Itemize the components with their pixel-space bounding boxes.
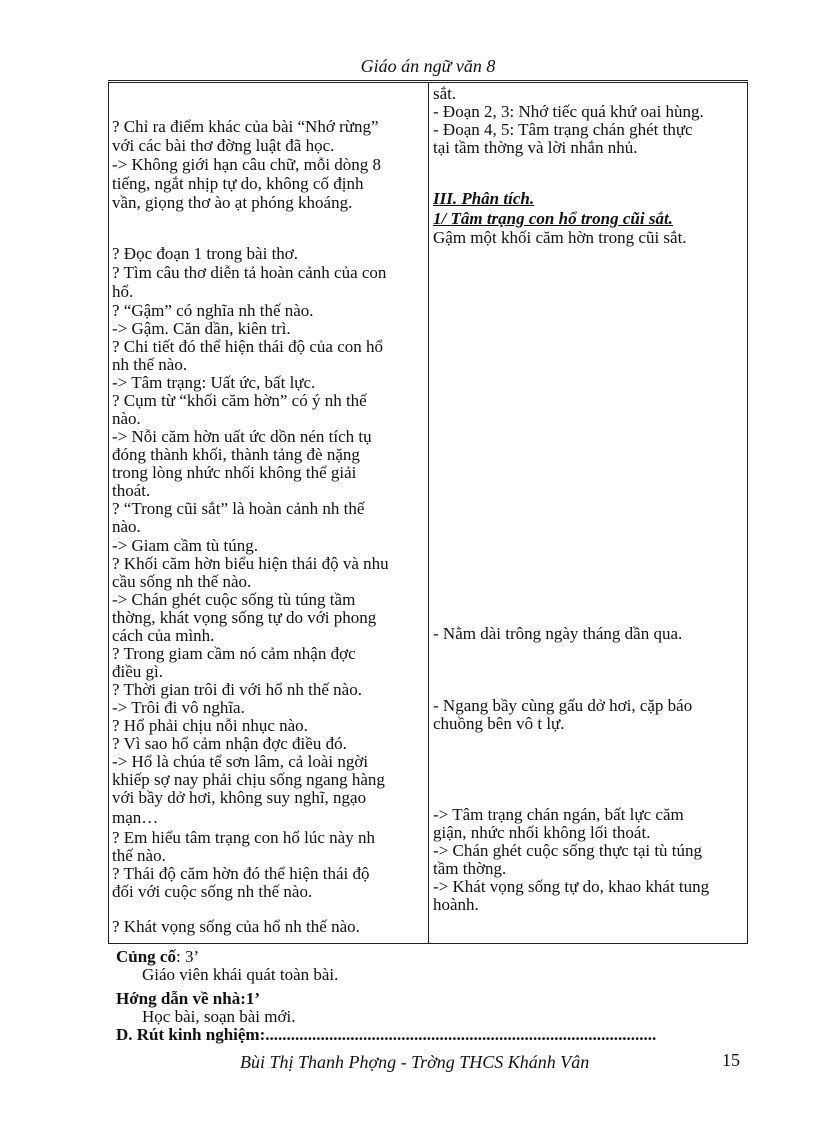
left-column-line: ? Cụm từ “khối căm hờn” có ý nh thế (112, 391, 367, 410)
left-column-line: tiếng, ngắt nhịp tự do, không cố định (112, 174, 364, 193)
left-column-line: -> Hổ là chúa tể sơn lâm, cả loài ngời (112, 752, 369, 771)
left-column-line: với các bài thơ đờng luật đã học. (112, 136, 335, 155)
rut-kinh-nghiem: D. Rút kinh nghiệm:............................................................................................ (116, 1025, 657, 1044)
column-divider (428, 82, 429, 944)
left-column-line: mạn… (112, 808, 159, 827)
cung-co-label: Củng cố (116, 947, 176, 966)
left-column-line: ? Hổ phải chịu nỗi nhục nào. (112, 716, 308, 735)
huong-dan-text: Học bài, soạn bài mới. (142, 1007, 296, 1026)
right-column-line: -> Chán ghét cuộc sống thực tại tù túng (433, 841, 703, 860)
left-column-line: thế nào. (112, 846, 166, 865)
right-column-line: hoành. (433, 895, 479, 914)
left-column-line: -> Chán ghét cuộc sống tù túng tầm (112, 590, 356, 609)
right-column-line: - Đoạn 2, 3: Nhớ tiếc quá khứ oai hùng. (433, 102, 704, 121)
page-header (108, 56, 748, 80)
left-column-line: đóng thành khối, thành tảng đè nặng (112, 445, 360, 464)
left-column-line: thoát. (112, 481, 151, 500)
left-column-line: -> Trôi đi vô nghĩa. (112, 698, 245, 717)
left-column-line: ? Tìm câu thơ diễn tả hoàn cảnh của con (112, 263, 387, 282)
left-column-line: cách của mình. (112, 626, 215, 645)
left-column-line: -> Nỗi căm hờn uất ức dồn nén tích tụ (112, 427, 372, 446)
left-column-line: ? Trong giam cầm nó cảm nhận đợc (112, 644, 356, 663)
left-column-line: -> Tâm trạng: Uất ức, bất lực. (112, 373, 316, 392)
cung-co-time: : 3’ (175, 947, 200, 966)
section-heading: 1/ Tâm trạng con hổ trong cũi sắt. (433, 209, 673, 228)
left-column-line: đối với cuộc sống nh thế nào. (112, 882, 313, 901)
left-column-line: ? Khát vọng sống của hổ nh thế nào. (112, 917, 360, 936)
left-column-line: ? “Trong cũi sắt” là hoàn cảnh nh thế (112, 499, 365, 518)
page-footer: Bùi Thị Thanh Phợng - Trờng THCS Khánh Vân (240, 1052, 590, 1072)
header-title: Giáo án ngữ văn 8 (360, 56, 496, 76)
right-column-line: - Ngang bầy cùng gấu dở hơi, cặp báo (433, 696, 693, 715)
right-column-line: Gậm một khối căm hờn trong cũi sắt. (433, 228, 687, 247)
left-column-line: với bầy dở hơi, không suy nghĩ, ngạo (112, 788, 367, 807)
left-column-line: ? Vì sao hổ cảm nhận đợc điều đó. (112, 734, 347, 753)
left-column-line: -> Không giới hạn câu chữ, mỗi dòng 8 (112, 155, 382, 174)
section-heading: III. Phân tích. (433, 189, 535, 208)
left-column-line: thờng, khát vọng sống tự do với phong (112, 608, 377, 627)
right-column-line: giận, nhức nhối không lối thoát. (433, 823, 651, 842)
left-column-line: hổ. (112, 282, 134, 301)
left-column-line: ? Em hiểu tâm trạng con hổ lúc này nh (112, 828, 375, 847)
left-column-line: nh thế nào. (112, 355, 188, 374)
left-column-line: khiếp sợ nay phải chịu sống ngang hàng (112, 770, 385, 789)
left-column-line: ? Đọc đoạn 1 trong bài thơ. (112, 244, 299, 263)
left-column-line: ? “Gậm” có nghĩa nh thế nào. (112, 301, 314, 320)
left-column-line: -> Gậm. Căn dần, kiên trì. (112, 319, 291, 338)
cung-co-text: Giáo viên khái quát toàn bài. (142, 965, 339, 984)
right-column-line: tại tầm thờng và lời nhắn nhủ. (433, 138, 638, 157)
left-column-line: vần, giọng thơ ào ạt phóng khoáng. (112, 193, 353, 212)
header-rule (108, 80, 748, 81)
right-column-line: sắt. (433, 84, 457, 103)
left-column-line: cầu sống nh thế nào. (112, 572, 252, 591)
left-column-line: nào. (112, 517, 141, 536)
left-column-line: ? Chi tiết đó thể hiện thái độ của con hổ (112, 337, 383, 356)
right-column-line: - Đoạn 4, 5: Tâm trạng chán ghét thực (433, 120, 693, 139)
right-column-line: -> Khát vọng sống tự do, khao khát tung (433, 877, 710, 896)
left-column-line: ? Khối căm hờn biểu hiện thái độ và nhu (112, 554, 389, 573)
left-column-line: ? Thời gian trôi đi với hổ nh thế nào. (112, 680, 362, 699)
right-column-line: - Nằm dài trông ngày tháng dần qua. (433, 624, 683, 643)
right-column-line: tầm thờng. (433, 859, 507, 878)
left-column-line: điều gì. (112, 662, 163, 681)
huong-dan-label: Hớng dẫn về nhà:1’ (116, 989, 261, 1008)
cung-co-line (116, 948, 199, 966)
right-column-line: -> Tâm trạng chán ngán, bất lực căm (433, 805, 684, 824)
page-number: 15 (722, 1050, 740, 1070)
left-column-line: -> Giam cầm tù túng. (112, 536, 259, 555)
right-column-line: chuồng bên vô t lự. (433, 714, 565, 733)
left-column-line: trong lòng nhức nhối không thể giải (112, 463, 357, 482)
left-column-line: ? Chỉ ra điểm khác của bài “Nhớ rừng” (112, 117, 379, 136)
left-column-line: ? Thái độ căm hờn đó thể hiện thái độ (112, 864, 370, 883)
left-column-line: nào. (112, 409, 141, 428)
